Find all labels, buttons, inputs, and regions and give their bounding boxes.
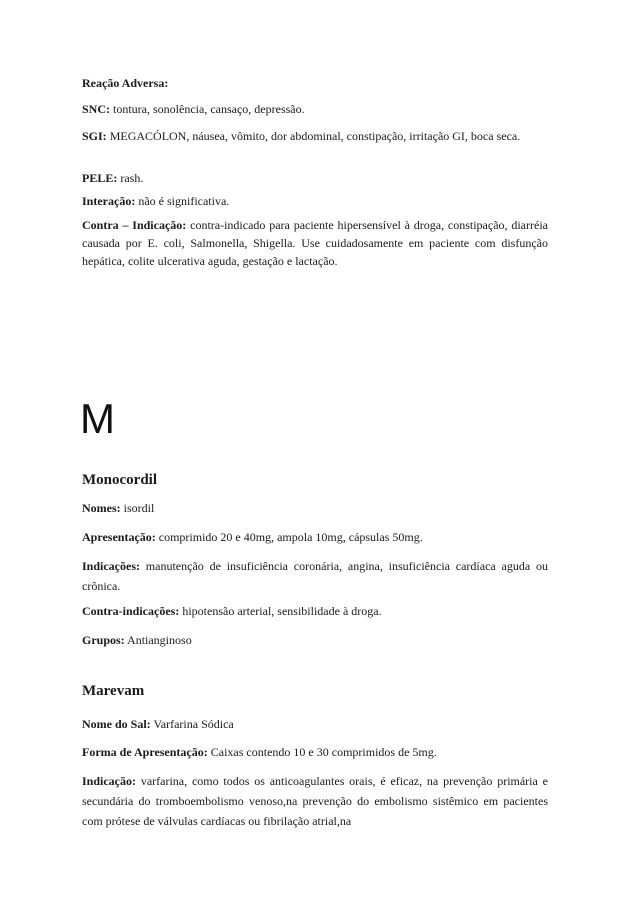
pele-label: PELE:: [82, 171, 118, 185]
monocordil-apresentacao: [82, 528, 548, 546]
forma-label: Forma de Apresentação:: [82, 745, 208, 759]
interacao-label: Interação:: [82, 194, 136, 208]
reacao-adversa-label: Reação Adversa:: [82, 76, 169, 90]
monocordil-nomes: [82, 499, 548, 517]
sgi-label: SGI:: [82, 129, 107, 143]
apresentacao-label: Apresentação:: [82, 530, 156, 544]
sgi-text: MEGACÓLON, náusea, vômito, dor abdominal, constipação, irritação GI, boca seca.: [106, 129, 521, 143]
snc-paragraph: [82, 100, 548, 118]
reacao-adversa-heading: [82, 74, 548, 92]
forma-text: Caixas contendo 10 e 30 comprimidos de 5mg.: [207, 745, 437, 759]
nomes-label: Nomes:: [82, 501, 121, 515]
contra-indicacao-label: Contra – Indicação:: [82, 218, 187, 232]
snc-label: SNC:: [82, 102, 111, 116]
apresentacao-text: comprimido 20 e 40mg, ampola 10mg, cápsulas 50mg.: [155, 530, 423, 544]
contra-indicacao-paragraph: [82, 216, 548, 270]
indicacao-text: varfarina, como todos os anticoagulantes orais, é eficaz, na prevenção primária e secundária do tromboembolismo venoso,na prevenção do embolismo sistêmico em pacientes com prótese de válvulas cardíacas ou fibrilação atrial,na: [82, 774, 548, 828]
indicacoes-label: Indicações:: [82, 559, 140, 573]
pele-text: rash.: [117, 171, 144, 185]
indicacoes-text: manutenção de insuficiência coronária, angina, insuficiência cardíaca aguda ou crônica.: [82, 559, 548, 593]
monocordil-contra-indicacoes: [82, 602, 548, 620]
contra-indicacao-text: contra-indicado para paciente hipersensível à droga, constipação, diarréia causada por E. coli, Salmonella, Shigella. Use cuidadosamente em paciente com disfunção hepática, colite ulcerativa aguda, gestação e lactação.: [82, 218, 548, 268]
marevam-indicacao: [82, 771, 548, 831]
interacao-paragraph: [82, 192, 548, 210]
nomes-text: isordil: [120, 501, 155, 515]
marevam-sal: [82, 715, 548, 733]
sgi-paragraph: [82, 127, 548, 145]
sal-text: Varfarina Sódica: [150, 717, 234, 731]
interacao-text: não é significativa.: [135, 194, 230, 208]
contra-indicacoes-label: Contra-indicações:: [82, 604, 180, 618]
grupos-label: Grupos:: [82, 633, 125, 647]
pele-paragraph: [82, 169, 548, 187]
section-letter: M: [80, 395, 115, 442]
sal-label: Nome do Sal:: [82, 717, 151, 731]
monocordil-title: Monocordil: [82, 472, 157, 488]
monocordil-grupos: [82, 631, 548, 649]
snc-text: tontura, sonolência, cansaço, depressão.: [110, 102, 305, 116]
monocordil-indicacoes: [82, 556, 548, 596]
marevam-title: Marevam: [82, 683, 145, 699]
indicacao-label: Indicação:: [82, 774, 136, 788]
contra-indicacoes-text: hipotensão arterial, sensibilidade à droga.: [179, 604, 382, 618]
marevam-forma: [82, 743, 548, 761]
grupos-text: Antianginoso: [124, 633, 192, 647]
